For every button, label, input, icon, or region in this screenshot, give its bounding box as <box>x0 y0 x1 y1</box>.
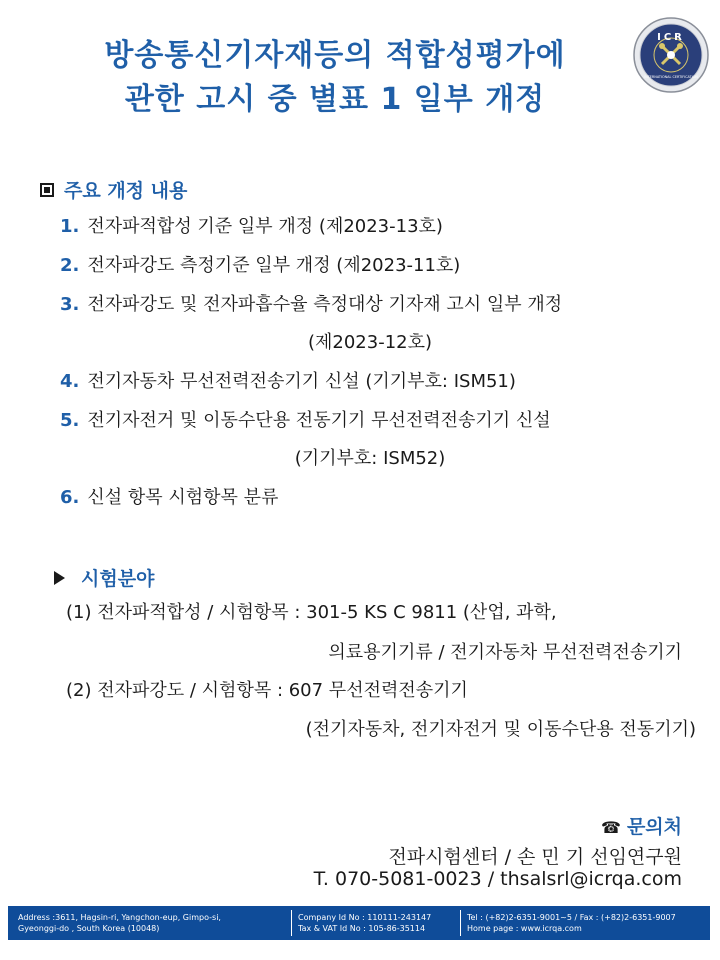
page-title <box>40 34 630 122</box>
main-section-title: 주요 개정 내용 <box>64 180 188 202</box>
title-line-2: 관한 고시 중 별표 1 일부 개정 <box>124 82 546 117</box>
test-field-1-cont: 의료용기기류 / 전기자동차 무선전력전송기기 <box>328 642 682 663</box>
svg-text:ICR: ICR <box>657 32 685 43</box>
homepage-link[interactable]: Home page : www.icrqa.com <box>467 924 582 933</box>
footer-company-ids: Company Id No : 110111-243147 Tax & VAT Id No : 105-86-35114 <box>298 913 432 933</box>
footer-bar <box>8 906 710 940</box>
main-section-heading <box>40 176 187 203</box>
svg-text:INTERNATIONAL CERTIFICATION: INTERNATIONAL CERTIFICATION <box>644 75 698 79</box>
test-field-2-cont: (전기자동차, 전기자전거 및 이동수단용 전동기기) <box>305 719 696 740</box>
title-line-1: 방송통신기자재등의 적합성평가에 <box>104 38 566 73</box>
contact-heading: ☎ 문의처 <box>601 816 682 838</box>
revision-list <box>60 214 680 524</box>
test-field-1: (1) 전자파적합성 / 시험항목 : 301-5 KS C 9811 (산업, 과학, <box>66 602 557 623</box>
footer-contact: Tel : (+82)2-6351-9001~5 / Fax : (+82)2-6351-9007 Home page : www.icrqa.com <box>467 913 676 933</box>
triangle-bullet-icon <box>54 571 65 585</box>
contact-person: 전파시험센터 / 손 민 기 선임연구원 <box>388 846 682 868</box>
footer-address: Address :3611, Hagsin-ri, Yangchon-eup, Gimpo-si, Gyeonggi-do , South Korea (10048) <box>18 913 221 933</box>
list-item: 3. 전자파강도 및 전자파흡수율 측정대상 기자재 고시 일부 개정 (제2023-12호) <box>60 294 563 353</box>
list-item: 4. 전기자동차 무선전력전송기기 신설 (기기부호: ISM51) <box>60 371 516 392</box>
list-item: 5. 전기자전거 및 이동수단용 전동기기 무선전력전송기기 신설 (기기부호: ISM52) <box>60 410 551 469</box>
test-field-2: (2) 전자파강도 / 시험항목 : 607 무선전력전송기기 <box>66 680 468 701</box>
test-section-title: 시험분야 <box>81 568 155 590</box>
icr-logo <box>632 16 710 94</box>
phone-icon: ☎ <box>601 818 621 837</box>
square-bullet-icon <box>40 183 54 197</box>
test-section-heading <box>54 564 154 591</box>
footer-divider <box>291 910 292 936</box>
contact-phone-email: T. 070-5081-0023 / thsalsrl@icrqa.com <box>313 868 682 890</box>
list-item: 1. 전자파적합성 기준 일부 개정 (제2023-13호) <box>60 216 443 237</box>
footer-divider <box>460 910 461 936</box>
list-item: 2. 전자파강도 측정기준 일부 개정 (제2023-11호) <box>60 255 461 276</box>
list-item: 6. 신설 항목 시험항목 분류 <box>60 487 279 508</box>
